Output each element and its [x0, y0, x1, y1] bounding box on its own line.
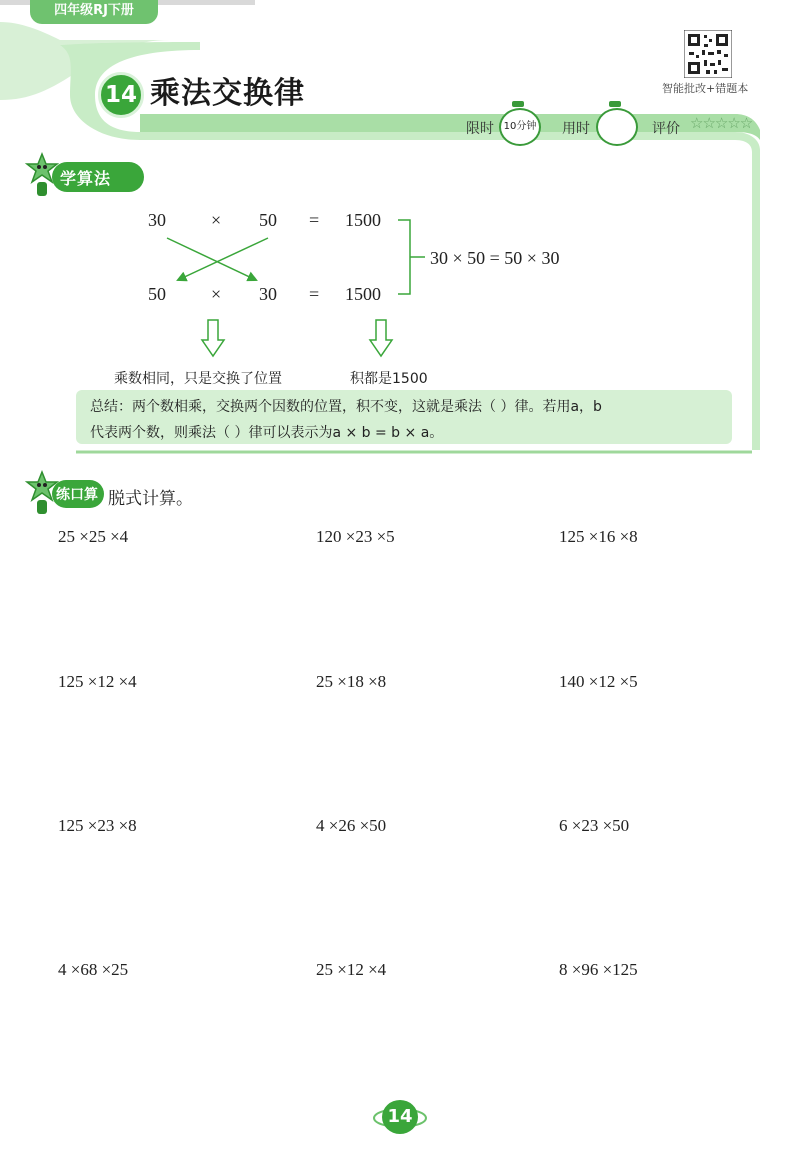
problem-2: 120 ×23 ×5 — [316, 527, 395, 546]
problem-4: 125 ×12 ×4 — [58, 672, 137, 691]
time-limit-value: 10分钟 — [503, 121, 537, 132]
row1-factor-b: 50 — [259, 210, 277, 230]
time-limit-label: 限时 — [466, 121, 494, 137]
result-bracket — [398, 220, 425, 294]
commutative-conclusion: 30 × 50 = 50 × 30 — [430, 248, 560, 268]
down-arrow-left-icon — [202, 320, 224, 356]
rating-label: 评价 — [652, 121, 680, 137]
row2-factor-b: 30 — [259, 284, 277, 304]
clock-top-icon — [512, 101, 524, 107]
summary-line-2: 代表两个数，则乘法（ ）律可以表示为a × b = b × a。 — [90, 425, 444, 441]
row1-equals: = — [309, 210, 320, 230]
problem-3: 125 ×16 ×8 — [559, 527, 638, 546]
swap-arrow-left — [178, 238, 268, 280]
note-same-product: 积都是1500 — [350, 371, 428, 387]
problem-9: 6 ×23 ×50 — [559, 816, 630, 835]
lesson-number-badge: 14 — [98, 72, 144, 118]
time-limit-clock — [499, 108, 541, 146]
problem-10: 4 ×68 ×25 — [58, 960, 129, 979]
row1-times: × — [211, 210, 222, 230]
qr-code-icon[interactable] — [684, 30, 732, 78]
row2-product: 1500 — [345, 284, 381, 304]
page-number: 14 — [382, 1100, 418, 1134]
row2-equals: = — [309, 284, 320, 304]
grade-tab: 四年级RJ下册 — [30, 0, 158, 24]
rating-stars-icon[interactable]: ☆☆☆☆☆ — [690, 114, 753, 132]
time-used-clock[interactable] — [596, 108, 638, 146]
row1-factor-a: 30 — [148, 210, 166, 230]
row2-times: × — [211, 284, 222, 304]
note-same-factors: 乘数相同，只是交换了位置 — [114, 371, 282, 387]
time-used-label: 用时 — [562, 121, 590, 137]
summary-line-1: 总结：两个数相乘，交换两个因数的位置，积不变，这就是乘法（ ）律。若用a，b — [90, 399, 602, 415]
problem-1: 25 ×25 ×4 — [58, 527, 129, 546]
practice-section-label: 练口算 — [56, 487, 98, 503]
learn-section-label: 学算法 — [60, 169, 112, 188]
problem-5: 25 ×18 ×8 — [316, 672, 387, 691]
problem-11: 25 ×12 ×4 — [316, 960, 387, 979]
problem-7: 125 ×23 ×8 — [58, 816, 137, 835]
swap-diagram — [140, 200, 440, 370]
problem-6: 140 ×12 ×5 — [559, 672, 638, 691]
lesson-title: 乘法交换律 — [150, 76, 305, 111]
qr-label: 智能批改+错题本 — [662, 82, 749, 95]
swap-arrow-right — [167, 238, 256, 280]
down-arrow-right-icon — [370, 320, 392, 356]
problem-8: 4 ×26 ×50 — [316, 816, 387, 835]
problem-12: 8 ×96 ×125 — [559, 960, 638, 979]
row2-factor-a: 50 — [148, 284, 166, 304]
clock-top-icon — [609, 101, 621, 107]
row1-product: 1500 — [345, 210, 381, 230]
practice-instruction: 脱式计算。 — [108, 489, 193, 509]
